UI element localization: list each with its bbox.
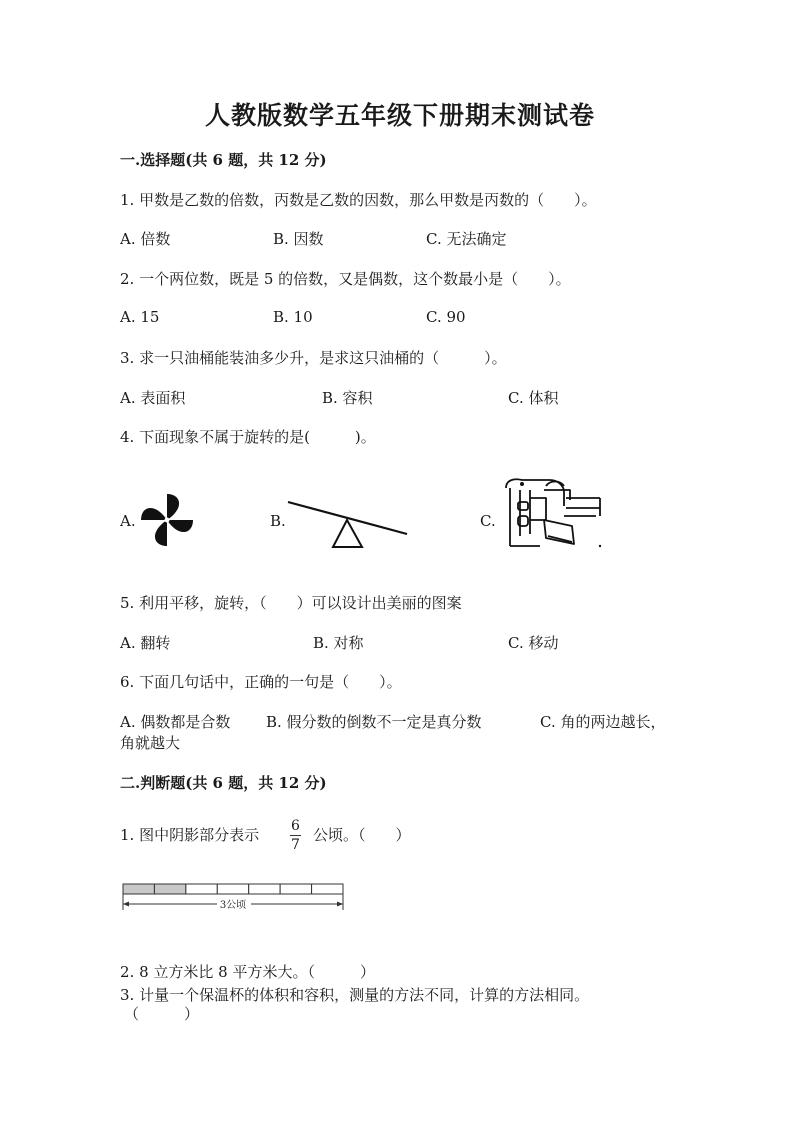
judgment-question-3-paren: （ ） xyxy=(124,1005,200,1023)
q4-option-b[interactable]: B. xyxy=(270,512,286,530)
q3-option-b[interactable]: B. 容积 xyxy=(322,389,373,407)
q2-option-a[interactable]: A. 15 xyxy=(120,308,160,326)
bar-cell-shaded xyxy=(123,884,154,894)
fraction-bar xyxy=(290,835,301,836)
q1-option-a[interactable]: A. 倍数 xyxy=(120,230,171,248)
fraction-denominator: 7 xyxy=(291,837,300,853)
bar-cell xyxy=(280,884,311,894)
question-5: 5. 利用平移，旋转，（ ）可以设计出美丽的图案 xyxy=(120,594,462,612)
q6-option-c[interactable]: C. 角的两边越长， xyxy=(540,713,666,731)
bar-total-label: 3公顷 xyxy=(219,900,247,911)
bar-cell-shaded xyxy=(154,884,185,894)
q5-option-b[interactable]: B. 对称 xyxy=(313,634,364,652)
question-4: 4. 下面现象不属于旋转的是( )。 xyxy=(120,428,376,446)
q5-option-a[interactable]: A. 翻转 xyxy=(120,634,171,652)
q3-option-a[interactable]: A. 表面积 xyxy=(120,389,186,407)
q2-option-b[interactable]: B. 10 xyxy=(273,308,313,326)
question-1: 1. 甲数是乙数的倍数，丙数是乙数的因数，那么甲数是丙数的（ ）。 xyxy=(120,191,597,209)
q1-option-b[interactable]: B. 因数 xyxy=(273,230,324,248)
question-3: 3. 求一只油桶能装油多少升，是求这只油桶的（ ）。 xyxy=(120,349,507,367)
judgment-question-1-tail: 公顷。（ ） xyxy=(313,826,411,844)
fraction-numerator: 6 xyxy=(291,818,300,834)
q6-option-a[interactable]: A. 偶数都是合数 xyxy=(120,713,231,731)
q3-option-c[interactable]: C. 体积 xyxy=(508,389,559,407)
question-2: 2. 一个两位数，既是 5 的倍数，又是偶数，这个数最小是（ ）。 xyxy=(120,270,571,288)
pinwheel-icon xyxy=(137,490,197,550)
section-heading-choice: 一.选择题(共 6 题，共 12 分) xyxy=(120,151,327,169)
q2-option-c[interactable]: C. 90 xyxy=(426,308,466,326)
area-bar-diagram xyxy=(121,882,345,918)
bar-cell xyxy=(312,884,343,894)
bar-cell xyxy=(217,884,248,894)
judgment-question-3: 3. 计量一个保温杯的体积和容积，测量的方法不同，计算的方法相同。 xyxy=(120,986,590,1004)
slide-icon xyxy=(500,476,604,552)
q1-option-c[interactable]: C. 无法确定 xyxy=(426,230,507,248)
question-6: 6. 下面几句话中，正确的一句是（ ）。 xyxy=(120,673,402,691)
fraction-six-sevenths xyxy=(290,818,301,853)
q6-option-b[interactable]: B. 假分数的倒数不一定是真分数 xyxy=(266,713,482,731)
q4-option-a[interactable]: A. xyxy=(120,512,136,530)
judgment-question-1-text: 1. 图中阴影部分表示 xyxy=(120,826,260,844)
q5-option-c[interactable]: C. 移动 xyxy=(508,634,559,652)
judgment-question-2: 2. 8 立方米比 8 平方米大。（ ） xyxy=(120,963,375,981)
bar-cell xyxy=(249,884,280,894)
section-heading-judgment: 二.判断题(共 6 题，共 12 分) xyxy=(120,774,327,792)
page-title: 人教版数学五年级下册期末测试卷 xyxy=(204,101,595,130)
seesaw-icon xyxy=(285,494,410,552)
q6-option-c-continued: 角就越大 xyxy=(120,734,181,752)
bar-cell xyxy=(186,884,217,894)
q4-option-c[interactable]: C. xyxy=(480,512,496,530)
